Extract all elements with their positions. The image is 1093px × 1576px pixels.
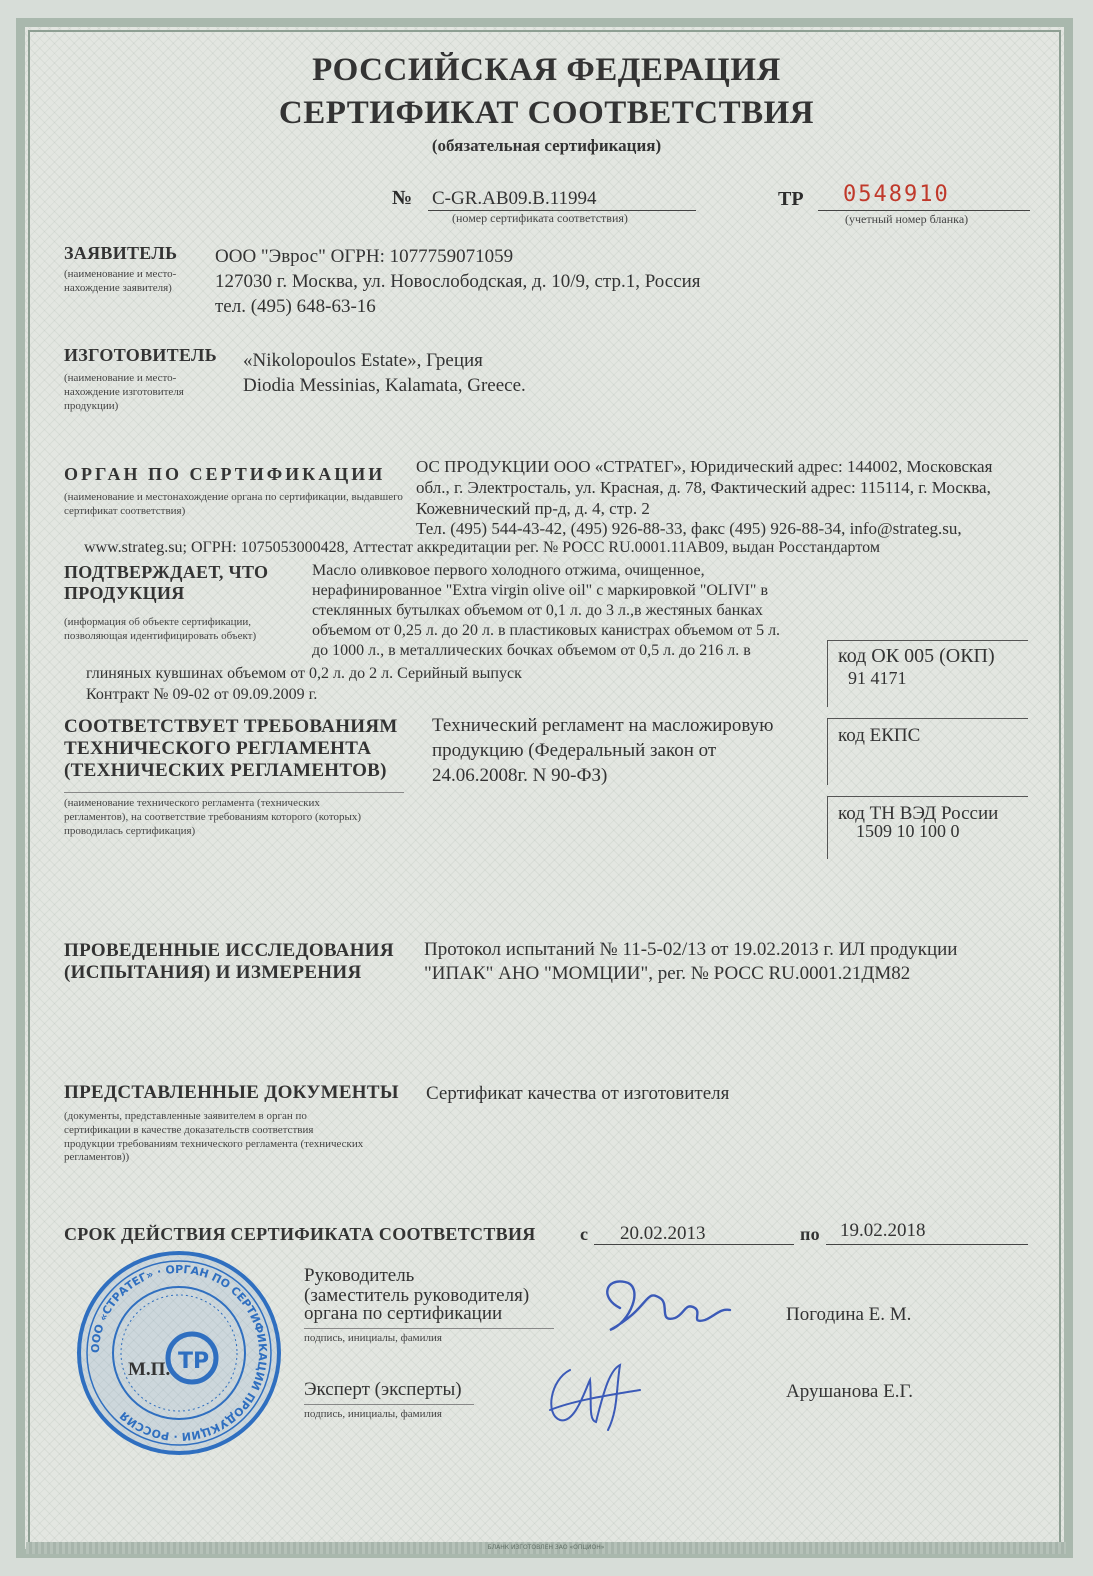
product-line6: глиняных кувшинах объемом от 0,2 л. до 2 л. Серийный выпуск	[86, 665, 522, 682]
applicant-caption: (наименование и место-нахождение заявителя)	[64, 268, 177, 294]
head-signer-line	[304, 1328, 554, 1329]
cert-number-value: C-GR.АВ09.В.11994	[432, 188, 597, 209]
regulation-line2: продукцию (Федеральный закон от	[432, 740, 717, 761]
blank-number-prefix: ТР	[778, 188, 804, 210]
product-caption: (информация об объекте сертификации, позволяющая идентифицировать объект)	[64, 616, 257, 642]
validity-to: 19.02.2018	[840, 1220, 926, 1241]
blank-number-line	[818, 210, 1030, 211]
okp-code-box	[827, 640, 1028, 707]
validity-from-line	[594, 1244, 794, 1245]
product-line4: объемом от 0,25 л. до 20 л. в пластиковых канистрах объемом от 5 л.	[312, 622, 781, 639]
cert-body-line1: ОС ПРОДУКЦИИ ООО «СТРАТЕГ», Юридический адрес: 144002, Московская	[416, 457, 993, 476]
mp-label: М.П.	[128, 1359, 171, 1380]
cert-body-line4: Тел. (495) 544-43-42, (495) 926-88-33, факс (495) 926-88-34, info@strateg.su,	[416, 519, 962, 538]
regulation-heading3: (ТЕХНИЧЕСКИХ РЕГЛАМЕНТОВ)	[64, 760, 387, 781]
expert-signature	[530, 1350, 660, 1440]
tests-heading2: (ИСПЫТАНИЯ) И ИЗМЕРЕНИЯ	[64, 962, 362, 983]
cert-body-line2: обл., г. Электросталь, ул. Красная, д. 78, Фактический адрес: 115114, г. Москва,	[416, 478, 991, 497]
validity-to-label: по	[800, 1224, 820, 1244]
title-subtitle: (обязательная сертификация)	[431, 136, 662, 155]
okp-code-value: 91 4171	[848, 668, 907, 688]
product-line1: Масло оливковое первого холодного отжима, очищенное,	[312, 562, 705, 579]
blank-number-caption: (учетный номер бланка)	[845, 212, 969, 226]
validity-heading: СРОК ДЕЙСТВИЯ СЕРТИФИКАТА СООТВЕТСТВИЯ	[64, 1224, 536, 1244]
applicant-line2: 127030 г. Москва, ул. Новослободская, д. 10/9, стр.1, Россия	[215, 271, 701, 292]
blank-number-value: 0548910	[843, 182, 950, 207]
okp-code-label: код ОК 005 (ОКП)	[838, 645, 995, 667]
head-signer-line1: Руководитель	[304, 1265, 415, 1286]
manufacturer-caption: (наименование и место-нахождение изготовителя продукции)	[64, 372, 184, 412]
ekps-code-box	[827, 718, 1028, 785]
tests-line2: "ИПАК" АНО "МОМЦИИ", рег. № РОСС RU.0001.21ДМ82	[424, 963, 911, 984]
bottom-microtext: БЛАНК ИЗГОТОВЛЕН ЗАО «ОПЦИОН»	[487, 1544, 605, 1551]
head-signer-line2: (заместитель руководителя)	[304, 1285, 530, 1306]
certification-stamp	[74, 1248, 284, 1458]
tnved-code-label: код ТН ВЭД России	[838, 803, 999, 824]
bottom-microtext-strip	[26, 1542, 1066, 1554]
expert-name: Арушанова Е.Г.	[786, 1381, 914, 1402]
tests-line1: Протокол испытаний № 11-5-02/13 от 19.02.2013 г. ИЛ продукции	[424, 939, 958, 960]
validity-from: 20.02.2013	[620, 1223, 706, 1244]
documents-value: Сертификат качества от изготовителя	[426, 1083, 730, 1104]
regulation-heading2: ТЕХНИЧЕСКОГО РЕГЛАМЕНТА	[64, 738, 372, 759]
head-signature	[590, 1268, 770, 1348]
regulation-caption: (наименование технического регламента (технических регламентов), на соответствие требованиям которого (которых) проводилась сертификация)	[64, 797, 362, 837]
product-line7: Контракт № 09-02 от 09.09.2009 г.	[86, 686, 318, 703]
product-heading1: ПОДТВЕРЖДАЕТ, ЧТО	[64, 562, 269, 582]
regulation-line1: Технический регламент на масложировую	[432, 715, 774, 736]
manufacturer-line1: «Nikolopoulos Estate», Греция	[243, 350, 483, 371]
cert-body-line5: www.strateg.su; ОГРН: 1075053000428, Аттестат аккредитации рег. № РОСС RU.0001.11АВ09, выдан Росстандартом	[84, 539, 880, 556]
head-signer-caption: подпись, инициалы, фамилия	[304, 1332, 442, 1344]
ekps-code-label: код ЕКПС	[838, 725, 921, 746]
applicant-line1: ООО "Эврос" ОГРН: 1077759071059	[215, 246, 514, 267]
title-country: РОССИЙСКАЯ ФЕДЕРАЦИЯ	[312, 52, 781, 88]
expert-line	[304, 1404, 474, 1405]
title-certificate: СЕРТИФИКАТ СООТВЕТСТВИЯ	[278, 95, 815, 131]
tnved-code-value: 1509 10 100 0	[856, 821, 960, 841]
head-signer-line3: органа по сертификации	[304, 1303, 503, 1324]
head-signer-name: Погодина Е. М.	[786, 1304, 912, 1325]
tests-heading1: ПРОВЕДЕННЫЕ ИССЛЕДОВАНИЯ	[64, 940, 394, 961]
expert-caption: подпись, инициалы, фамилия	[304, 1408, 442, 1420]
applicant-line3: тел. (495) 648-63-16	[215, 296, 376, 317]
expert-label: Эксперт (эксперты)	[304, 1379, 462, 1400]
cert-body-line3: Кожевнический пр-д, д. 4, стр. 2	[416, 499, 650, 518]
manufacturer-heading: ИЗГОТОВИТЕЛЬ	[64, 345, 217, 365]
documents-heading: ПРЕДСТАВЛЕННЫЕ ДОКУМЕНТЫ	[64, 1082, 399, 1103]
regulation-line	[64, 792, 404, 793]
cert-number-prefix: №	[392, 187, 413, 209]
cert-body-heading: ОРГАН ПО СЕРТИФИКАЦИИ	[64, 464, 386, 484]
stamp-ring-text: ООО «СТРАТЕГ» · ОРГАН ПО СЕРТИФИКАЦИИ ПРОДУКЦИИ · РОССИЯ	[88, 1262, 270, 1444]
validity-to-line	[826, 1244, 1028, 1245]
regulation-heading1: СООТВЕТСТВУЕТ ТРЕБОВАНИЯМ	[64, 716, 398, 737]
applicant-heading: ЗАЯВИТЕЛЬ	[64, 243, 178, 263]
product-line5: до 1000 л., в металлических бочках объемом от 0,5 л. до 216 л. в	[312, 642, 751, 659]
tnved-code-box	[827, 796, 1028, 859]
documents-caption: (документы, представленные заявителем в орган по сертификации в качестве доказательств соответствия продукции требованиям технического регламента (технических регламентов))	[64, 1110, 364, 1164]
stamp-center-text: ТР	[178, 1349, 210, 1374]
product-line3: стеклянных бутылках объемом от 0,1 л. до 3 л.,в жестяных банках	[312, 602, 763, 619]
cert-number-caption: (номер сертификата соответствия)	[452, 211, 628, 225]
product-line2: нерафинированное "Extra virgin olive oil" с маркировкой "OLIVI" в	[312, 582, 768, 599]
product-heading2: ПРОДУКЦИЯ	[64, 583, 185, 603]
manufacturer-line2: Diodia Messinias, Kalamata, Greece.	[243, 375, 526, 396]
cert-body-caption: (наименование и местонахождение органа по сертификации, выдавшего сертификат соответствия)	[64, 491, 403, 517]
validity-from-label: с	[580, 1224, 589, 1244]
regulation-line3: 24.06.2008г. N 90-ФЗ)	[432, 765, 608, 786]
